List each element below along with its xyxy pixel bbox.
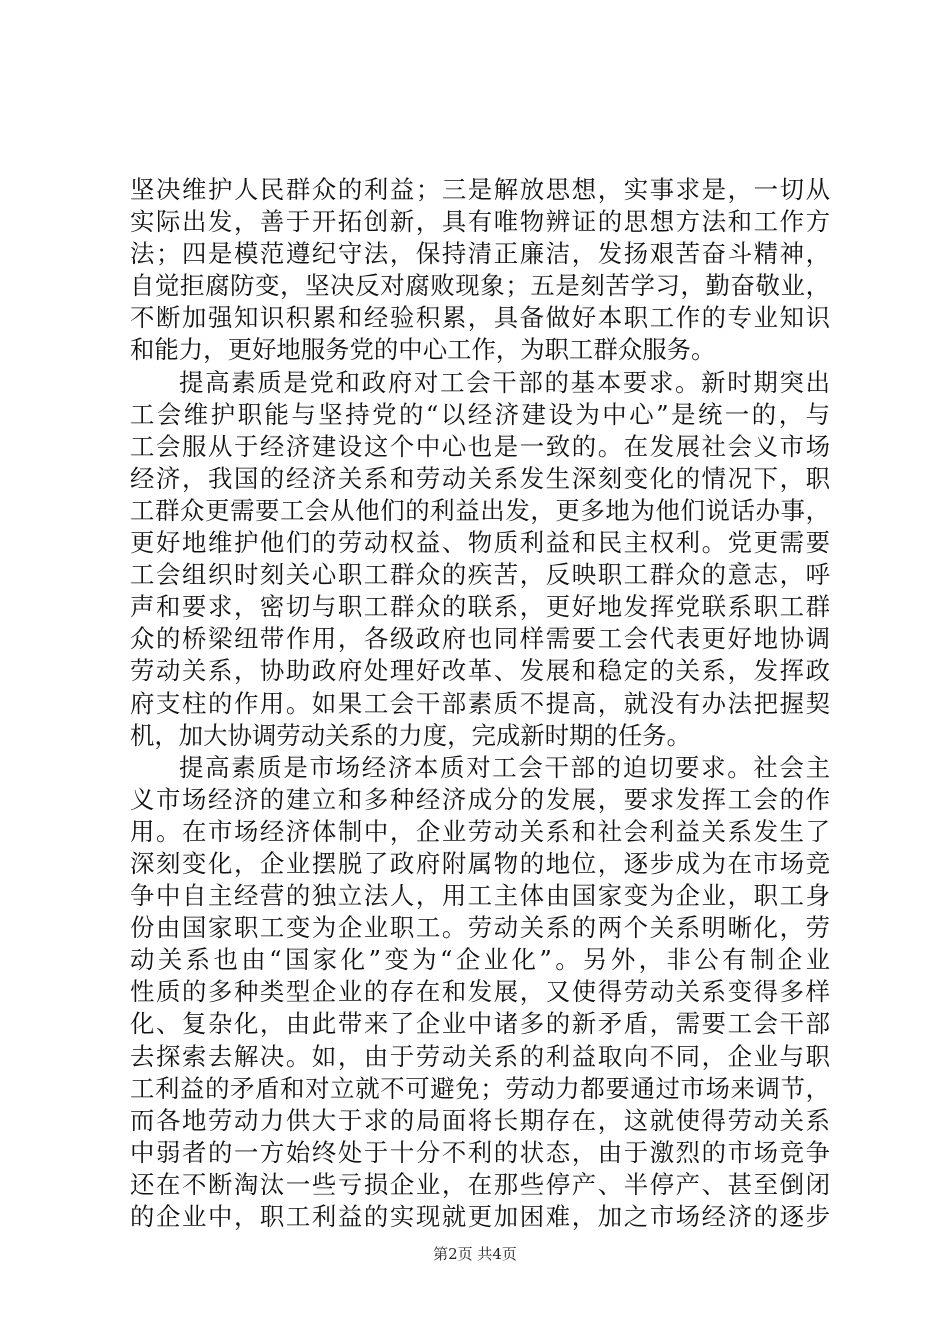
text-line: 府支柱的作用。如果工会干部素质不提高，就没有办法把握契	[130, 688, 830, 718]
text-line: 和能力，更好地服务党的中心工作，为职工群众服务。	[130, 335, 716, 365]
text-line: 坚决维护人民群众的利益；三是解放思想，实事求是，一切从	[130, 175, 830, 204]
text-line: 去探索去解决。如，由于劳动关系的利益取向不同，企业与职	[130, 1041, 830, 1071]
text-line: 机，加大协调劳动关系的力度，完成新时期的任务。	[130, 720, 691, 750]
text-line: 还在不断淘汰一些亏损企业，在那些停产、半停产、甚至倒闭	[130, 1169, 830, 1199]
text-line: 不断加强知识积累和经验积累，具备做好本职工作的专业知识	[130, 303, 830, 333]
text-line: 中弱者的一方始终处于十分不利的状态，由于激烈的市场竞争	[130, 1137, 830, 1167]
text-line: 的企业中，职工利益的实现就更加困难，加之市场经济的逐步	[130, 1202, 830, 1231]
text-line: 性质的多种类型企业的存在和发展，又使得劳动关系变得多样	[130, 977, 830, 1007]
text-line: 动关系也由“国家化”变为“企业化”。另外，非公有制企业	[130, 945, 830, 975]
text-line: 劳动关系，协助政府处理好改革、发展和稳定的关系，发挥政	[130, 656, 830, 686]
document-body	[130, 174, 830, 1233]
text-line: 经济，我国的经济关系和劳动关系发生深刻变化的情况下，职	[130, 463, 830, 493]
text-line: 众的桥梁纽带作用，各级政府也同样需要工会代表更好地协调	[130, 624, 830, 654]
text-line: 工会维护职能与坚持党的“以经济建设为中心”是统一的，与	[130, 399, 830, 429]
page-number-footer: 第2页 共4页	[433, 1245, 517, 1263]
paragraph-first-line: 提高素质是市场经济本质对工会干部的迫切要求。社会主	[179, 752, 830, 782]
text-line: 用。在市场经济体制中，企业劳动关系和社会利益关系发生了	[130, 816, 830, 846]
text-line: 实际出发，善于开拓创新，具有唯物辨证的思想方法和工作方	[130, 207, 830, 237]
text-line: 工会服从于经济建设这个中心也是一致的。在发展社会义市场	[130, 431, 830, 461]
text-line: 工会组织时刻关心职工群众的疾苦，反映职工群众的意志，呼	[130, 560, 830, 590]
text-line: 工利益的矛盾和对立就不可避免；劳动力都要通过市场来调节，	[130, 1073, 830, 1103]
text-line: 而各地劳动力供大于求的局面将长期存在，这就使得劳动关系	[130, 1105, 830, 1135]
text-line: 声和要求，密切与职工群众的联系，更好地发挥党联系职工群	[130, 592, 830, 622]
text-line: 化、复杂化，由此带来了企业中诸多的新矛盾，需要工会干部	[130, 1009, 830, 1039]
text-line: 深刻变化，企业摆脱了政府附属物的地位，逐步成为在市场竞	[130, 848, 830, 878]
text-line: 自觉拒腐防变，坚决反对腐败现象；五是刻苦学习，勤奋敬业，	[130, 271, 830, 301]
text-line: 法；四是模范遵纪守法，保持清正廉洁，发扬艰苦奋斗精神，	[130, 239, 830, 269]
text-line: 工群众更需要工会从他们的利益出发，更多地为他们说话办事，	[130, 495, 830, 525]
text-line: 更好地维护他们的劳动权益、物质利益和民主权利。党更需要	[130, 528, 830, 558]
paragraph-first-line: 提高素质是党和政府对工会干部的基本要求。新时期突出	[179, 367, 830, 397]
text-line: 争中自主经营的独立法人，用工主体由国家变为企业，职工身	[130, 881, 830, 911]
text-line: 义市场经济的建立和多种经济成分的发展，要求发挥工会的作	[130, 784, 830, 814]
text-line: 份由国家职工变为企业职工。劳动关系的两个关系明晰化，劳	[130, 913, 830, 943]
